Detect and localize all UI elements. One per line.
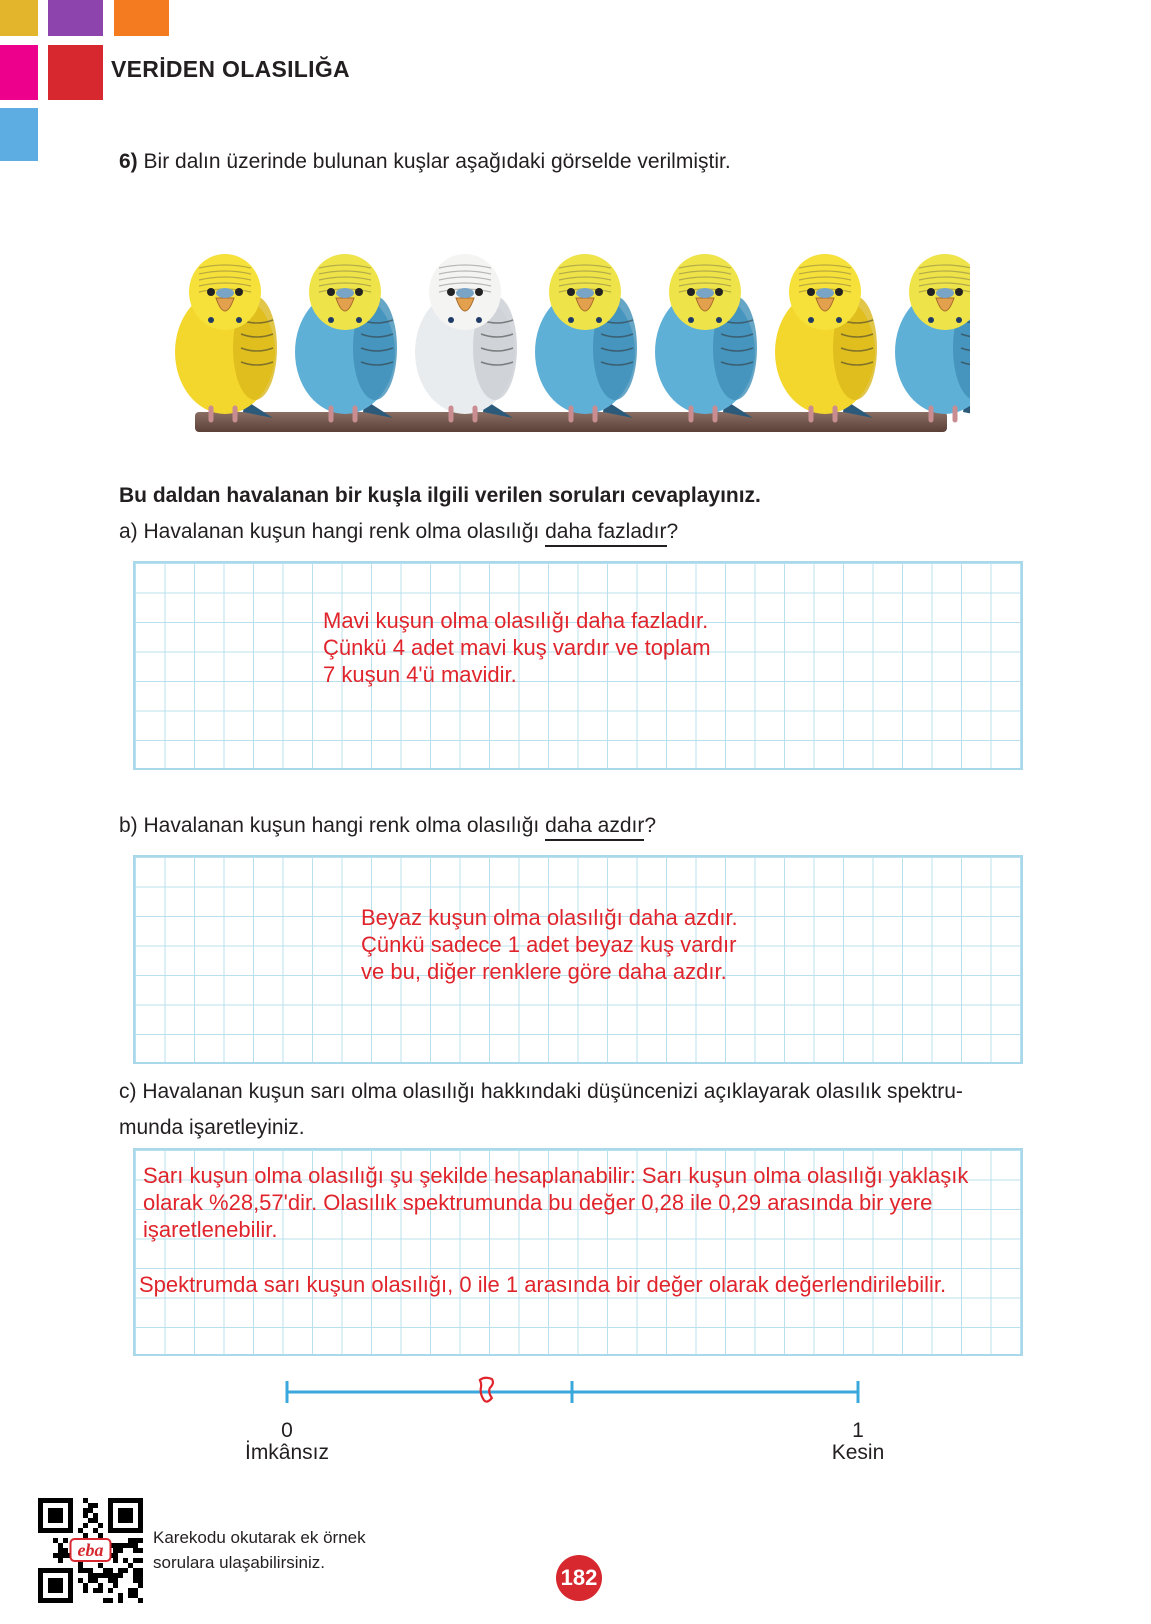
answer-c bbox=[143, 1162, 968, 1243]
svg-text:eba: eba bbox=[77, 1540, 104, 1560]
spectrum-right-label bbox=[808, 1420, 908, 1464]
white-bird bbox=[415, 254, 517, 420]
probability-spectrum bbox=[270, 1370, 870, 1430]
section-title: VERİDEN OLASILIĞA bbox=[111, 56, 350, 82]
part-a-suffix: ? bbox=[666, 520, 679, 543]
answer-c-line: olarak %28,57'dir. Olasılık spektrumunda bu değer 0,28 ile 0,29 arasında bir yere bbox=[143, 1190, 933, 1215]
answer-c-line: Sarı kuşun olma olasılığı şu şekilde hesaplanabilir: Sarı kuşun olma olasılığı yaklaşık bbox=[143, 1163, 969, 1188]
answer-a bbox=[323, 607, 711, 688]
corner-square-magenta bbox=[0, 45, 38, 100]
spectrum-right-text: Kesin bbox=[831, 1441, 885, 1464]
spectrum-left-text: İmkânsız bbox=[244, 1441, 330, 1464]
part-b-prefix: b) Havalanan kuşun hangi renk olma olasılığı bbox=[119, 814, 546, 837]
birds-svg bbox=[175, 240, 970, 440]
spectrum-right-value: 1 bbox=[852, 1419, 864, 1442]
spectrum-left-label bbox=[237, 1420, 337, 1464]
spectrum-mark bbox=[480, 1378, 493, 1402]
answer-c-line: Spektrumda sarı kuşun olasılığı, 0 ile 1 arasında bir değer olarak değerlendirilebilir. bbox=[139, 1272, 947, 1297]
birds-on-branch-image bbox=[175, 240, 970, 440]
qr-caption-line1: Karekodu okutarak ek örnek bbox=[153, 1528, 366, 1547]
answer-b-line: ve bu, diğer renklere göre daha azdır. bbox=[361, 959, 727, 984]
part-a-underlined: daha fazladır bbox=[545, 520, 666, 547]
corner-square-yellow bbox=[0, 0, 38, 36]
corner-square-orange bbox=[114, 0, 169, 36]
corner-square-red bbox=[48, 45, 103, 100]
blue-bird bbox=[535, 254, 637, 420]
answer-c-line: işaretlenebilir. bbox=[143, 1217, 278, 1242]
blue-bird bbox=[655, 254, 757, 420]
answer-b-line: Beyaz kuşun olma olasılığı daha azdır. bbox=[361, 905, 738, 930]
answer-c-spectrum-note bbox=[139, 1271, 946, 1298]
question-intro-text: Bir dalın üzerinde bulunan kuşlar aşağıdaki görselde verilmiştir. bbox=[143, 150, 731, 173]
part-b-question bbox=[119, 814, 656, 838]
question-intro bbox=[119, 150, 731, 174]
page-number: 182 bbox=[556, 1555, 602, 1601]
answer-a-line: Mavi kuşun olma olasılığı daha fazladır. bbox=[323, 608, 709, 633]
question-number: 6) bbox=[119, 150, 138, 173]
part-a-prefix: a) Havalanan kuşun hangi renk olma olasılığı bbox=[119, 520, 546, 543]
part-b-underlined: daha azdır bbox=[545, 814, 644, 841]
yellow-bird bbox=[775, 254, 877, 420]
part-c-question-line1: c) Havalanan kuşun sarı olma olasılığı hakkındaki düşüncenizi açıklayarak olasılık spektru- bbox=[119, 1080, 963, 1103]
answer-a-line: 7 kuşun 4'ü mavidir. bbox=[323, 662, 517, 687]
qr-caption-line2: sorulara ulaşabilirsiniz. bbox=[153, 1553, 325, 1572]
blue-bird bbox=[895, 254, 970, 420]
spectrum-left-value: 0 bbox=[281, 1419, 293, 1442]
yellow-bird bbox=[175, 254, 277, 420]
answer-a-line: Çünkü 4 adet mavi kuş vardır ve toplam bbox=[323, 635, 711, 660]
instruction-text: Bu daldan havalanan bir kuşla ilgili verilen soruları cevaplayınız. bbox=[119, 484, 761, 507]
answer-b bbox=[361, 904, 738, 985]
qr-caption bbox=[153, 1525, 366, 1575]
part-b-suffix: ? bbox=[644, 814, 657, 837]
corner-square-purple bbox=[48, 0, 103, 36]
answer-b-line: Çünkü sadece 1 adet beyaz kuş vardır bbox=[361, 932, 737, 957]
blue-bird bbox=[295, 254, 397, 420]
qr-code-icon[interactable] bbox=[38, 1498, 143, 1603]
corner-square-blue bbox=[0, 108, 38, 161]
part-c-question-line2: munda işaretleyiniz. bbox=[119, 1116, 305, 1139]
part-a-question bbox=[119, 520, 678, 544]
